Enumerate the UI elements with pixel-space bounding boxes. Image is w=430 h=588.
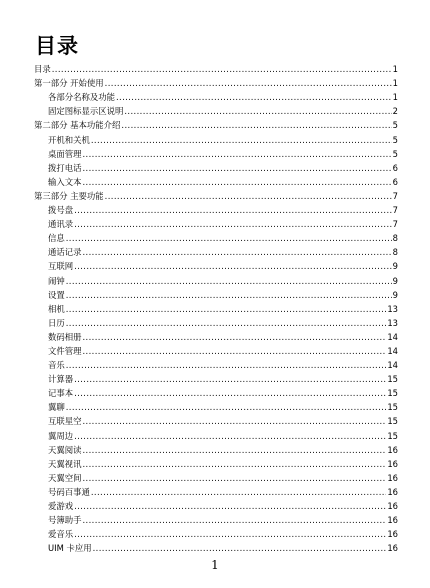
dot-leader <box>124 106 391 116</box>
toc-entry-label: 拨打电话 <box>48 162 82 173</box>
toc-entry[interactable] <box>34 243 398 257</box>
toc-entry-label: 各部分名称及功能 <box>48 92 115 103</box>
toc-entry-label: 音乐 <box>48 360 65 371</box>
toc-entry[interactable] <box>34 412 398 426</box>
dot-leader <box>66 290 392 300</box>
dot-leader <box>105 191 392 201</box>
toc-entry[interactable] <box>34 116 398 130</box>
dot-leader <box>66 276 392 286</box>
toc-entry[interactable] <box>34 60 398 74</box>
toc-entry-label: 设置 <box>48 289 65 300</box>
dot-leader <box>52 64 392 74</box>
toc-entry-page: 13 <box>387 317 398 328</box>
toc-entry[interactable] <box>34 257 398 271</box>
toc-entry-page: 16 <box>387 458 398 469</box>
toc-entry-page: 14 <box>387 331 398 342</box>
toc-entry-label: 第二部分 基本功能介绍 <box>34 120 121 131</box>
toc-entry-page: 14 <box>387 360 398 371</box>
dot-leader <box>74 374 386 384</box>
toc-entry-label: 翼周边 <box>48 430 74 441</box>
toc-entry-page: 15 <box>387 430 398 441</box>
toc-entry-page: 5 <box>392 134 398 145</box>
table-of-contents <box>34 60 398 553</box>
page-number: 1 <box>211 558 219 572</box>
toc-entry-page: 16 <box>387 515 398 526</box>
toc-entry-label: 通讯录 <box>48 219 74 230</box>
dot-leader <box>74 529 386 539</box>
toc-entry-label: 拨号盘 <box>48 205 74 216</box>
toc-entry-page: 7 <box>392 219 398 230</box>
toc-entry-label: 桌面管理 <box>48 148 82 159</box>
dot-leader <box>66 318 387 328</box>
toc-entry-page: 2 <box>392 106 398 117</box>
toc-entry-page: 5 <box>392 148 398 159</box>
dot-leader <box>74 431 386 441</box>
toc-entry[interactable] <box>34 314 398 328</box>
toc-entry-page: 16 <box>387 543 398 554</box>
toc-entry-page: 7 <box>392 205 398 216</box>
toc-entry-page: 6 <box>392 176 398 187</box>
toc-entry[interactable] <box>34 130 398 144</box>
dot-leader <box>83 459 387 469</box>
toc-entry-label: 翼聊 <box>48 402 65 413</box>
toc-entry-label: 数码相册 <box>48 331 82 342</box>
toc-entry-page: 6 <box>392 162 398 173</box>
dot-leader <box>93 543 387 553</box>
dot-leader <box>83 445 387 455</box>
toc-entry-label: 互联星空 <box>48 416 82 427</box>
dot-leader <box>66 233 392 243</box>
toc-entry-page: 7 <box>392 190 398 201</box>
toc-entry-page: 16 <box>387 444 398 455</box>
toc-entry-page: 9 <box>392 275 398 286</box>
toc-entry[interactable] <box>34 455 398 469</box>
toc-entry-label: 日历 <box>48 317 65 328</box>
toc-entry-page: 15 <box>387 388 398 399</box>
dot-leader <box>121 120 391 130</box>
toc-entry-page: 9 <box>392 289 398 300</box>
dot-leader <box>66 304 387 314</box>
toc-entry[interactable] <box>34 384 398 398</box>
toc-entry[interactable] <box>34 88 398 102</box>
toc-entry[interactable] <box>34 102 398 116</box>
dot-leader <box>83 473 387 483</box>
toc-entry-label: 互联网 <box>48 261 74 272</box>
toc-entry-page: 16 <box>387 529 398 540</box>
toc-entry[interactable] <box>34 469 398 483</box>
toc-entry-label: 闹钟 <box>48 275 65 286</box>
toc-entry-page: 1 <box>392 78 398 89</box>
toc-entry-label: 爱音乐 <box>48 529 74 540</box>
dot-leader <box>66 360 387 370</box>
dot-leader <box>116 92 392 102</box>
toc-entry-label: 天翼阅读 <box>48 444 82 455</box>
toc-entry-page: 14 <box>387 345 398 356</box>
toc-entry-page: 16 <box>387 472 398 483</box>
toc-entry[interactable] <box>34 426 398 440</box>
toc-entry[interactable] <box>34 441 398 455</box>
toc-entry-label: 通话记录 <box>48 247 82 258</box>
toc-entry[interactable] <box>34 187 398 201</box>
toc-entry[interactable] <box>34 497 398 511</box>
dot-leader <box>83 416 387 426</box>
toc-entry-page: 15 <box>387 416 398 427</box>
dot-leader <box>83 515 387 525</box>
toc-entry[interactable] <box>34 328 398 342</box>
toc-entry[interactable] <box>34 201 398 215</box>
dot-leader <box>83 346 387 356</box>
toc-entry[interactable] <box>34 483 398 497</box>
toc-entry[interactable] <box>34 145 398 159</box>
toc-entry-label: 第一部分 开始使用 <box>34 78 104 89</box>
toc-entry-label: 记事本 <box>48 388 74 399</box>
toc-entry[interactable] <box>34 215 398 229</box>
toc-entry-page: 15 <box>387 374 398 385</box>
toc-entry-page: 13 <box>387 303 398 314</box>
toc-entry[interactable] <box>34 173 398 187</box>
page-title: 目录 <box>35 34 79 58</box>
dot-leader <box>74 501 386 511</box>
toc-entry-page: 8 <box>392 247 398 258</box>
toc-entry-label: 相机 <box>48 303 65 314</box>
toc-entry[interactable] <box>34 356 398 370</box>
dot-leader <box>66 402 387 412</box>
dot-leader <box>74 219 392 229</box>
toc-entry-label: UIM 卡应用 <box>48 543 92 554</box>
toc-entry-label: 爱游戏 <box>48 501 74 511</box>
toc-entry-label: 文件管理 <box>48 345 82 356</box>
toc-entry-page: 9 <box>392 261 398 272</box>
toc-entry-page: 16 <box>387 486 398 497</box>
toc-entry-label: 开机和关机 <box>48 134 90 145</box>
toc-entry-label: 天翼视讯 <box>48 458 82 469</box>
dot-leader <box>74 205 392 215</box>
toc-entry[interactable] <box>34 539 398 553</box>
toc-entry[interactable] <box>34 370 398 384</box>
toc-entry-label: 信息 <box>48 233 65 244</box>
toc-entry-label: 天翼空间 <box>48 472 82 483</box>
toc-entry-page: 15 <box>387 402 398 413</box>
dot-leader <box>91 487 386 497</box>
toc-entry-page: 5 <box>392 120 398 131</box>
toc-entry[interactable] <box>34 229 398 243</box>
toc-entry-page: 8 <box>392 233 398 244</box>
dot-leader <box>74 388 386 398</box>
toc-entry[interactable] <box>34 511 398 525</box>
toc-entry[interactable] <box>34 525 398 539</box>
toc-entry-label: 第三部分 主要功能 <box>34 190 104 201</box>
dot-leader <box>83 177 392 187</box>
toc-entry-label: 目录 <box>34 64 51 75</box>
dot-leader <box>105 78 392 88</box>
toc-entry-label: 输入文本 <box>48 176 82 187</box>
toc-entry-label: 固定图标显示区说明 <box>48 106 124 117</box>
toc-entry[interactable] <box>34 74 398 88</box>
toc-entry[interactable] <box>34 271 398 285</box>
toc-entry-label: 号码百事通 <box>48 486 90 497</box>
toc-entry-label: 计算器 <box>48 374 74 385</box>
toc-entry-page: 1 <box>392 64 398 75</box>
dot-leader <box>83 247 392 257</box>
dot-leader <box>91 135 392 145</box>
toc-entry-page: 1 <box>392 92 398 103</box>
toc-entry-page: 16 <box>387 501 398 511</box>
toc-entry[interactable] <box>34 286 398 300</box>
toc-entry-label: 号簿助手 <box>48 515 82 526</box>
toc-entry[interactable] <box>34 398 398 412</box>
toc-entry[interactable] <box>34 159 398 173</box>
dot-leader <box>83 332 387 342</box>
dot-leader <box>83 163 392 173</box>
toc-entry[interactable] <box>34 342 398 356</box>
dot-leader <box>74 261 392 271</box>
toc-entry[interactable] <box>34 300 398 314</box>
dot-leader <box>83 149 392 159</box>
